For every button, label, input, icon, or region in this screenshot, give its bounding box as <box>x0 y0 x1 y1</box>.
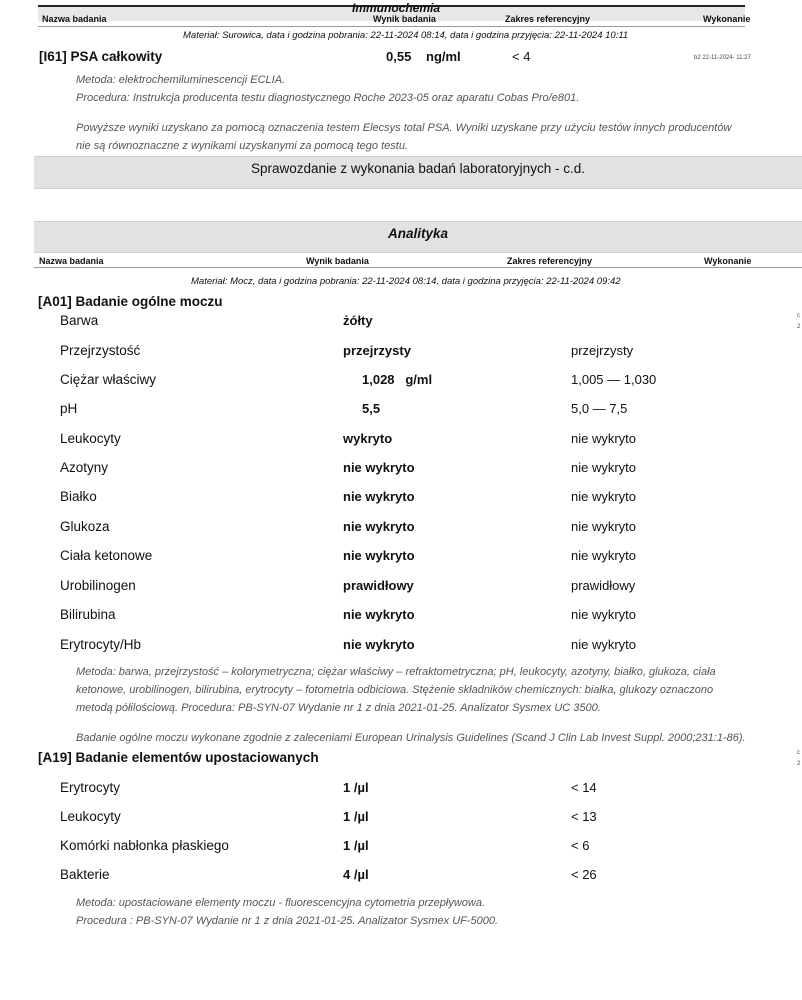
psa-procedure: Procedura: Instrukcja producenta testu diagnostycznego Roche 2023-05 oraz aparatu Cobas Pro/e801. <box>76 92 580 104</box>
col-header-done: Wykonanie <box>703 14 751 24</box>
row-value: żółty <box>343 313 373 328</box>
row-range: < 13 <box>571 809 597 824</box>
row-name: Urobilinogen <box>60 578 136 593</box>
psa-range: < 4 <box>512 49 531 64</box>
row-name: Przejrzystość <box>60 343 141 358</box>
psa-note: Powyższe wyniki uzyskano za pomocą oznaczenia testem Elecsys total PSA. Wyniki uzyskane przy użyciu testów innych producentów nie są równoznaczne z wynikami uzyskanymi za pomocą tego testu. <box>76 122 732 152</box>
row-name: Bakterie <box>60 867 110 882</box>
report-continuation-title: Sprawozdanie z wykonania badań laboratoryjnych - c.d. <box>251 161 585 176</box>
col-header-name: Nazwa badania <box>39 256 104 266</box>
test-title-a19: [A19] Badanie elementów upostaciowanych <box>38 750 319 765</box>
psa-value: 0,55 <box>386 49 412 64</box>
col-header-range: Zakres referencyjny <box>507 256 593 266</box>
margin-mark: c <box>797 313 800 319</box>
row-value: 1 /µl <box>343 838 369 853</box>
row-name: Erytrocyty <box>60 780 121 795</box>
row-value: 1 /µl <box>343 780 369 795</box>
row-value: przejrzysty <box>343 343 411 358</box>
row-value: 1,028 g/ml <box>362 372 433 387</box>
row-value: 4 /µl <box>343 867 369 882</box>
row-name: Białko <box>60 489 97 504</box>
row-name: Komórki nabłonka płaskiego <box>60 838 229 853</box>
header-rule <box>34 267 802 268</box>
row-range: < 6 <box>571 838 590 853</box>
margin-mark: c <box>797 750 800 756</box>
material-line-immuno: Materiał: Surowica, data i godzina pobrania: 22-11-2024 08:14, data i godzina przyjęcia: 22-11-2024 10:11 <box>183 30 629 41</box>
psa-done: b2 22-11-2024- 11:27 <box>694 55 751 61</box>
col-header-result: Wynik badania <box>373 14 436 24</box>
row-name: Azotyny <box>60 460 109 475</box>
row-name: Leukocyty <box>60 431 121 446</box>
section-title-immuno: Immunochemia <box>352 1 441 15</box>
test-title-psa: [I61] PSA całkowity <box>39 49 163 64</box>
row-value: 1 /µl <box>343 809 369 824</box>
test-title-a01: [A01] Badanie ogólne moczu <box>38 294 223 309</box>
row-range: nie wykryto <box>571 460 637 475</box>
a01-guideline: Badanie ogólne moczu wykonane zgodnie z zaleceniami European Urinalysis Guidelines (Scand J Clin Lab Invest Suppl. 2000;231:1-86). <box>76 732 746 744</box>
row-range: < 14 <box>571 780 597 795</box>
row-name: Barwa <box>60 313 99 328</box>
row-value: nie wykryto <box>343 519 415 534</box>
margin-mark: 2 <box>797 324 801 330</box>
a01-method: Metoda: barwa, przejrzystość – kolorymetryczna; ciężar właściwy – refraktometryczna; pH, leukocyty, azotyny, białko, glukoza, ciała ketonowe, urobilinogen, bilirubina, erytrocyty – fotometria odbiciowa. Stężenie składników chemicznych: białka, glukozy oznaczono metodą półilościową. Procedura: PB-SYN-07 Wydanie nr 1 z dnia 2021-01-25. Analizator Sysmex UC 3500. <box>76 666 716 714</box>
row-range: nie wykryto <box>571 431 637 446</box>
row-value: 5,5 <box>362 401 381 416</box>
a19-procedure: Procedura : PB-SYN-07 Wydanie nr 1 z dnia 2021-01-25. Analizator Sysmex UF-5000. <box>76 915 499 927</box>
row-value: nie wykryto <box>343 548 415 563</box>
col-header-range: Zakres referencyjny <box>505 14 591 24</box>
material-line-urine: Materiał: Mocz, data i godzina pobrania: 22-11-2024 08:14, data i godzina przyjęcia: 22-11-2024 09:42 <box>191 276 621 287</box>
row-name: Bilirubina <box>60 607 116 622</box>
row-name: Leukocyty <box>60 809 121 824</box>
row-value: nie wykryto <box>343 489 415 504</box>
section-title-analityka: Analityka <box>387 226 449 241</box>
row-range: nie wykryto <box>571 637 637 652</box>
row-value: nie wykryto <box>343 607 415 622</box>
row-range: 1,005 — 1,030 <box>571 372 657 387</box>
header-rule <box>38 26 745 27</box>
a19-method: Metoda: upostaciowane elementy moczu - fluorescencyjna cytometria przepływowa. <box>76 897 486 909</box>
row-range: nie wykryto <box>571 548 637 563</box>
row-name: Ciężar właściwy <box>60 372 157 387</box>
row-range: nie wykryto <box>571 489 637 504</box>
row-range: przejrzysty <box>571 343 634 358</box>
row-range: 5,0 — 7,5 <box>571 401 628 416</box>
col-header-name: Nazwa badania <box>42 14 107 24</box>
row-name: pH <box>60 401 78 416</box>
row-range: nie wykryto <box>571 519 637 534</box>
row-value: wykryto <box>343 431 393 446</box>
row-name: Erytrocyty/Hb <box>60 637 142 652</box>
col-header-done: Wykonanie <box>704 256 752 266</box>
row-name: Ciała ketonowe <box>60 548 153 563</box>
row-range: < 26 <box>571 867 597 882</box>
row-value: nie wykryto <box>343 460 415 475</box>
row-value: nie wykryto <box>343 637 415 652</box>
psa-method: Metoda: elektrochemiluminescencji ECLIA. <box>76 74 286 86</box>
col-header-result: Wynik badania <box>306 256 369 266</box>
row-range: prawidłowy <box>571 578 636 593</box>
row-value: prawidłowy <box>343 578 414 593</box>
row-range: nie wykryto <box>571 607 637 622</box>
psa-unit: ng/ml <box>426 49 461 64</box>
row-name: Glukoza <box>60 519 110 534</box>
margin-mark: 2 <box>797 761 801 767</box>
